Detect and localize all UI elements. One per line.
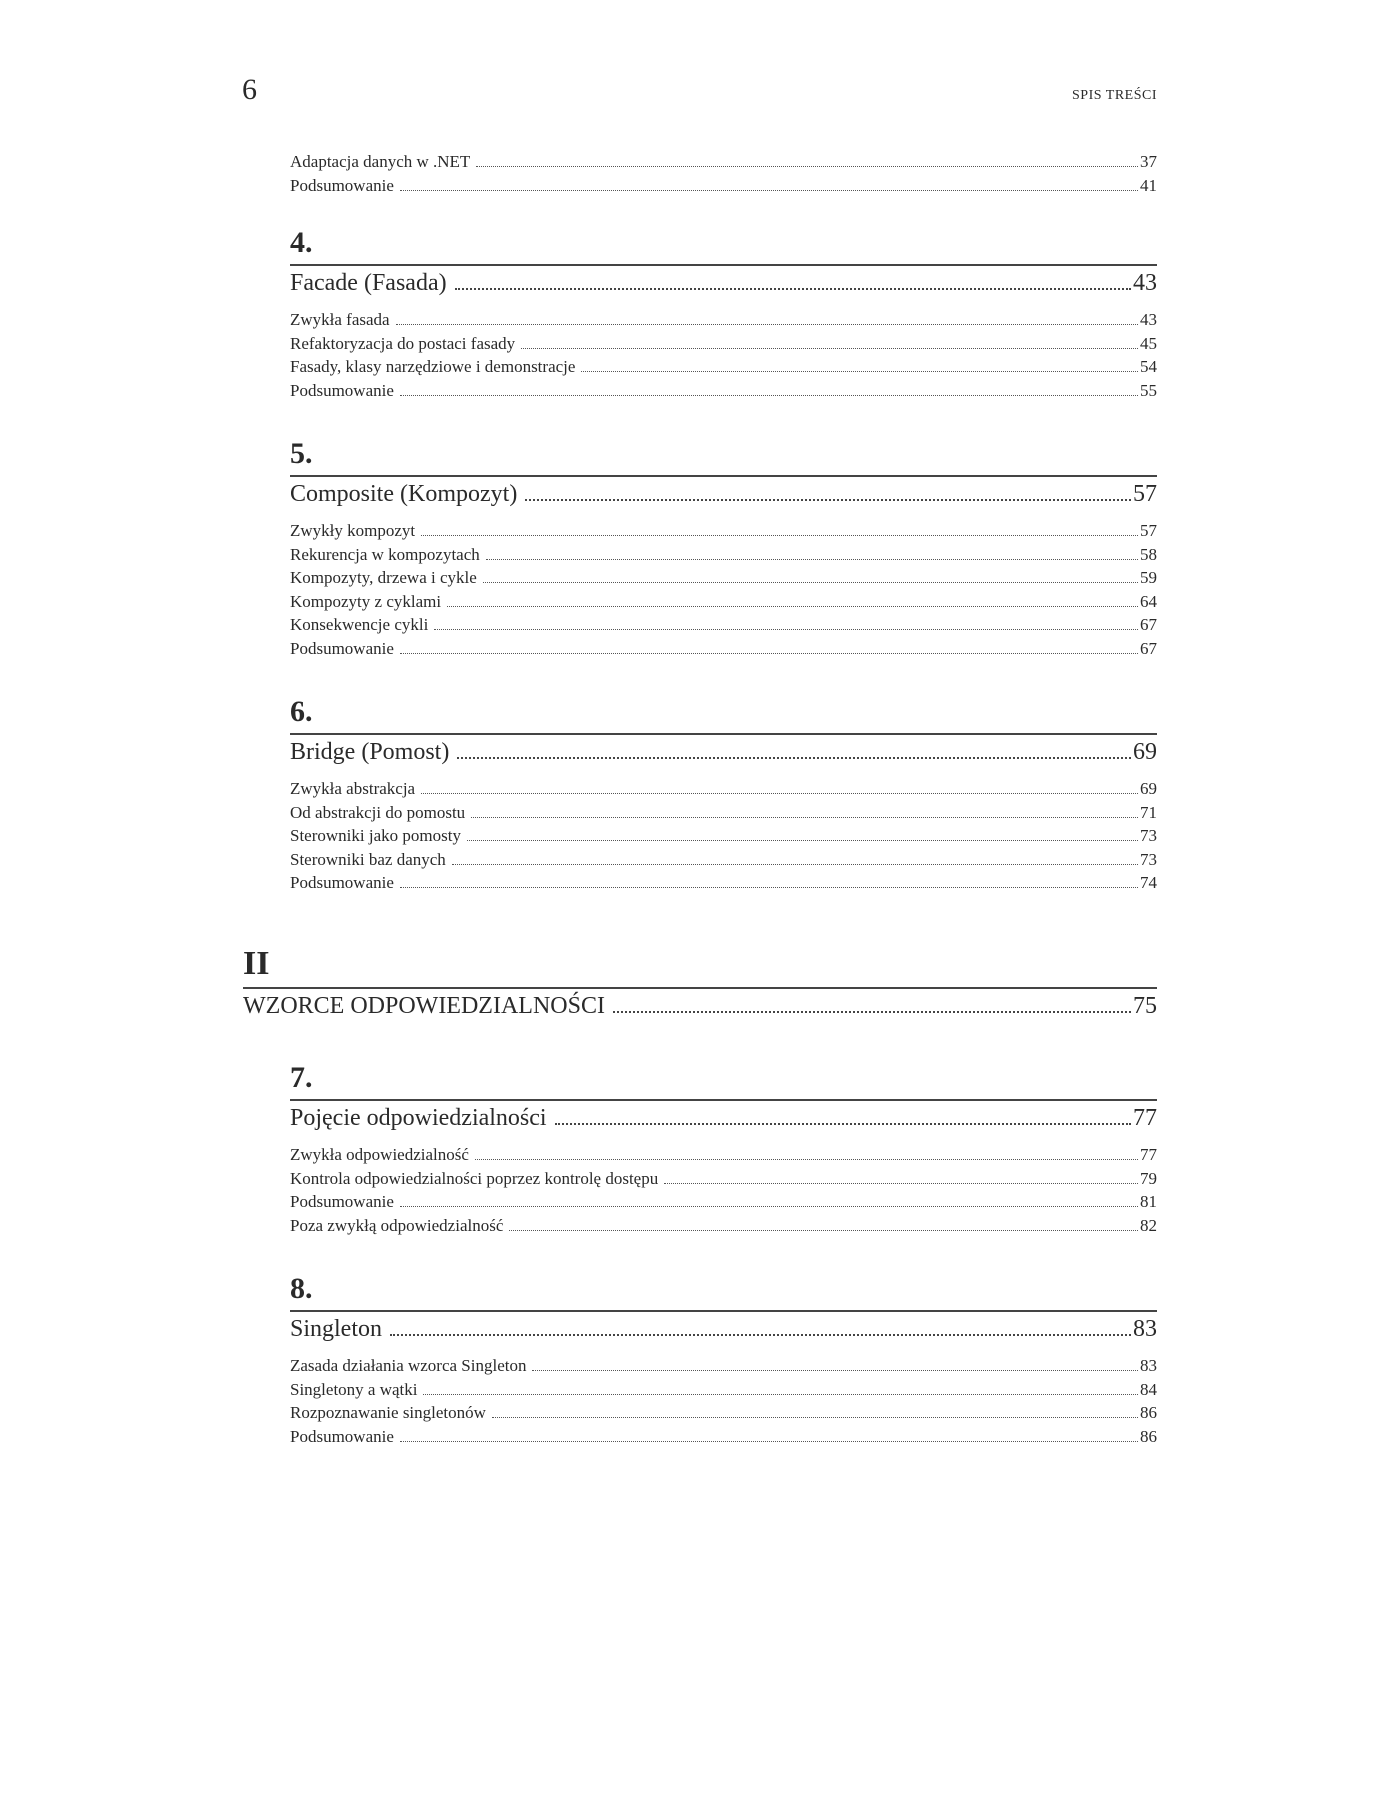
- toc-entry-label: Podsumowanie: [290, 175, 394, 195]
- chapter-number: 6.: [290, 695, 313, 728]
- chapter-page: 43: [1133, 270, 1157, 296]
- toc-entry-page: 67: [1140, 615, 1157, 634]
- dot-leader: [400, 1441, 1138, 1442]
- chapter-4: [290, 226, 1157, 402]
- chapter-page: 83: [1133, 1316, 1157, 1342]
- toc-entry-page: 77: [1140, 1145, 1157, 1164]
- toc-entry[interactable]: [290, 1190, 1157, 1214]
- toc-entry[interactable]: [290, 379, 1157, 403]
- toc-entry-page: 58: [1140, 544, 1157, 564]
- toc-entry-label: Zwykła fasada: [290, 310, 390, 329]
- toc-entry-page: 84: [1140, 1379, 1157, 1399]
- toc-entry[interactable]: [290, 824, 1157, 848]
- part-title-row[interactable]: [243, 989, 1157, 1027]
- dot-leader: [532, 1370, 1138, 1371]
- chapter-title: Composite (Kompozyt): [290, 481, 518, 507]
- chapter-title: Pojęcie odpowiedzialności: [290, 1105, 547, 1131]
- toc-entry[interactable]: [290, 871, 1157, 895]
- toc-entry-page: 86: [1140, 1426, 1157, 1446]
- toc-entry[interactable]: [290, 777, 1157, 801]
- toc-entry-label: Kompozyty z cyklami: [290, 591, 442, 611]
- chapter-6: [290, 695, 1157, 895]
- dot-leader: [664, 1183, 1138, 1184]
- toc-entry[interactable]: [290, 1401, 1157, 1425]
- toc-entry[interactable]: [290, 1354, 1157, 1378]
- chapter-number: 8.: [290, 1272, 313, 1305]
- toc-entry-label: Zwykła abstrakcja: [290, 779, 416, 798]
- dot-leader: [452, 864, 1138, 865]
- toc-entry-page: 81: [1140, 1192, 1157, 1211]
- toc-entry-page: 86: [1140, 1403, 1157, 1422]
- toc-entry[interactable]: [290, 1167, 1157, 1191]
- toc-entry[interactable]: [290, 801, 1157, 825]
- chapter-5: [290, 437, 1157, 660]
- part-title: WZORCE ODPOWIEDZIALNOŚCI: [243, 993, 605, 1019]
- toc-entry[interactable]: [290, 637, 1157, 661]
- dot-leader: [400, 395, 1138, 396]
- chapter-title-row[interactable]: [290, 735, 1157, 773]
- toc-entry-page: 41: [1140, 175, 1157, 195]
- dot-leader: [457, 757, 1131, 759]
- toc-entry-page: 73: [1140, 849, 1157, 869]
- dot-leader: [476, 166, 1138, 167]
- dot-leader: [400, 653, 1138, 654]
- part-page: 75: [1133, 993, 1157, 1019]
- toc-entry-label: Fasady, klasy narzędziowe i demonstracje: [290, 357, 576, 376]
- dot-leader: [421, 535, 1138, 536]
- toc-entry-label: Zasada działania wzorca Singleton: [290, 1356, 527, 1375]
- dot-leader: [390, 1334, 1131, 1336]
- toc-entry-page: 54: [1140, 357, 1157, 376]
- toc-entry-page: 55: [1140, 380, 1157, 400]
- toc-entry[interactable]: [290, 150, 1157, 174]
- toc-entry-page: 67: [1140, 638, 1157, 658]
- part-number: II: [243, 945, 270, 982]
- dot-leader: [396, 324, 1138, 325]
- chapter-page: 69: [1133, 739, 1157, 765]
- toc-entry-label: Poza zwykłą odpowiedzialność: [290, 1215, 504, 1235]
- chapter-8: [290, 1272, 1157, 1448]
- chapter-title: Singleton: [290, 1316, 383, 1342]
- section-list: [290, 1143, 1157, 1237]
- dot-leader: [434, 629, 1138, 630]
- toc-entry-page: 69: [1140, 779, 1157, 798]
- toc-entry[interactable]: [290, 1425, 1157, 1449]
- dot-leader: [471, 817, 1138, 818]
- dot-leader: [467, 840, 1138, 841]
- dot-leader: [483, 582, 1138, 583]
- dot-leader: [475, 1159, 1138, 1160]
- toc-entry-label: Sterowniki jako pomosty: [290, 826, 461, 845]
- dot-leader: [581, 371, 1138, 372]
- toc-entry-label: Zwykła odpowiedzialność: [290, 1145, 469, 1164]
- toc-entry[interactable]: [290, 590, 1157, 614]
- toc-entry[interactable]: [290, 308, 1157, 332]
- toc-entry-page: 79: [1140, 1168, 1157, 1188]
- dot-leader: [400, 190, 1138, 191]
- toc-entry-label: Podsumowanie: [290, 638, 394, 658]
- chapter-title-row[interactable]: [290, 1101, 1157, 1139]
- chapter-title-row[interactable]: [290, 477, 1157, 515]
- toc-entry-page: 82: [1140, 1215, 1157, 1235]
- dot-leader: [486, 559, 1138, 560]
- page-number: 6: [242, 73, 257, 106]
- chapter-7: [290, 1061, 1157, 1237]
- chapter-page: 77: [1133, 1105, 1157, 1131]
- toc-entry-page: 57: [1140, 521, 1157, 540]
- toc-entry[interactable]: [290, 174, 1157, 198]
- dot-leader: [400, 1206, 1138, 1207]
- toc-entry-label: Zwykły kompozyt: [290, 521, 416, 540]
- toc-entry[interactable]: [290, 355, 1157, 379]
- dot-leader: [455, 288, 1131, 290]
- toc-entry-label: Podsumowanie: [290, 380, 394, 400]
- chapter-title-row[interactable]: [290, 266, 1157, 304]
- toc-entry-page: 43: [1140, 310, 1157, 329]
- toc-entry-page: 73: [1140, 826, 1157, 845]
- lead-entries: [290, 150, 1157, 197]
- dot-leader: [555, 1123, 1131, 1125]
- toc-entry-label: Adaptacja danych w .NET: [290, 152, 471, 171]
- toc-entry-label: Rozpoznawanie singletonów: [290, 1403, 486, 1422]
- toc-entry-page: 59: [1140, 568, 1157, 587]
- toc-entry[interactable]: [290, 1214, 1157, 1238]
- dot-leader: [509, 1230, 1138, 1231]
- chapter-number: 5.: [290, 437, 313, 470]
- toc-entry-label: Kompozyty, drzewa i cykle: [290, 568, 477, 587]
- part-2: [243, 945, 1157, 1027]
- toc-entry[interactable]: [290, 332, 1157, 356]
- chapter-page: 57: [1133, 481, 1157, 507]
- chapter-title: Facade (Fasada): [290, 270, 447, 296]
- dot-leader: [423, 1394, 1138, 1395]
- toc-entry-page: 74: [1140, 873, 1157, 892]
- section-list: [290, 308, 1157, 402]
- toc-entry[interactable]: [290, 519, 1157, 543]
- section-list: [290, 777, 1157, 895]
- dot-leader: [525, 499, 1131, 501]
- toc-entry-label: Kontrola odpowiedzialności poprzez kontrolę dostępu: [290, 1168, 659, 1188]
- toc-entry[interactable]: [290, 613, 1157, 637]
- toc-entry-label: Refaktoryzacja do postaci fasady: [290, 333, 516, 353]
- dot-leader: [447, 606, 1138, 607]
- dot-leader: [421, 793, 1138, 794]
- toc-entry-page: 83: [1140, 1356, 1157, 1375]
- chapter-number: 4.: [290, 226, 313, 259]
- dot-leader: [400, 887, 1138, 888]
- toc-entry[interactable]: [290, 543, 1157, 567]
- toc-entry-page: 45: [1140, 333, 1157, 353]
- toc-entry-page: 71: [1140, 802, 1157, 822]
- toc-entry[interactable]: [290, 848, 1157, 872]
- toc-entry-label: Singletony a wątki: [290, 1379, 418, 1399]
- chapter-title-row[interactable]: [290, 1312, 1157, 1350]
- section-list: [290, 519, 1157, 660]
- toc-entry-label: Rekurencja w kompozytach: [290, 544, 480, 564]
- toc-entry-page: 37: [1140, 152, 1157, 171]
- toc-entry-label: Podsumowanie: [290, 1426, 394, 1446]
- chapter-number: 7.: [290, 1061, 313, 1094]
- toc-entry-label: Od abstrakcji do pomostu: [290, 802, 466, 822]
- toc-entry[interactable]: [290, 1378, 1157, 1402]
- toc-entry-label: Konsekwencje cykli: [290, 615, 429, 634]
- toc-entry[interactable]: [290, 1143, 1157, 1167]
- toc-entry-label: Sterowniki baz danych: [290, 849, 446, 869]
- running-header: SPIS TREŚCI: [1072, 88, 1157, 103]
- toc-entry-page: 64: [1140, 591, 1157, 611]
- dot-leader: [521, 348, 1138, 349]
- toc-entry-label: Podsumowanie: [290, 1192, 394, 1211]
- dot-leader: [613, 1011, 1131, 1013]
- section-list: [290, 1354, 1157, 1448]
- toc-entry-label: Podsumowanie: [290, 873, 394, 892]
- chapter-title: Bridge (Pomost): [290, 739, 450, 765]
- dot-leader: [492, 1417, 1138, 1418]
- toc-entry[interactable]: [290, 566, 1157, 590]
